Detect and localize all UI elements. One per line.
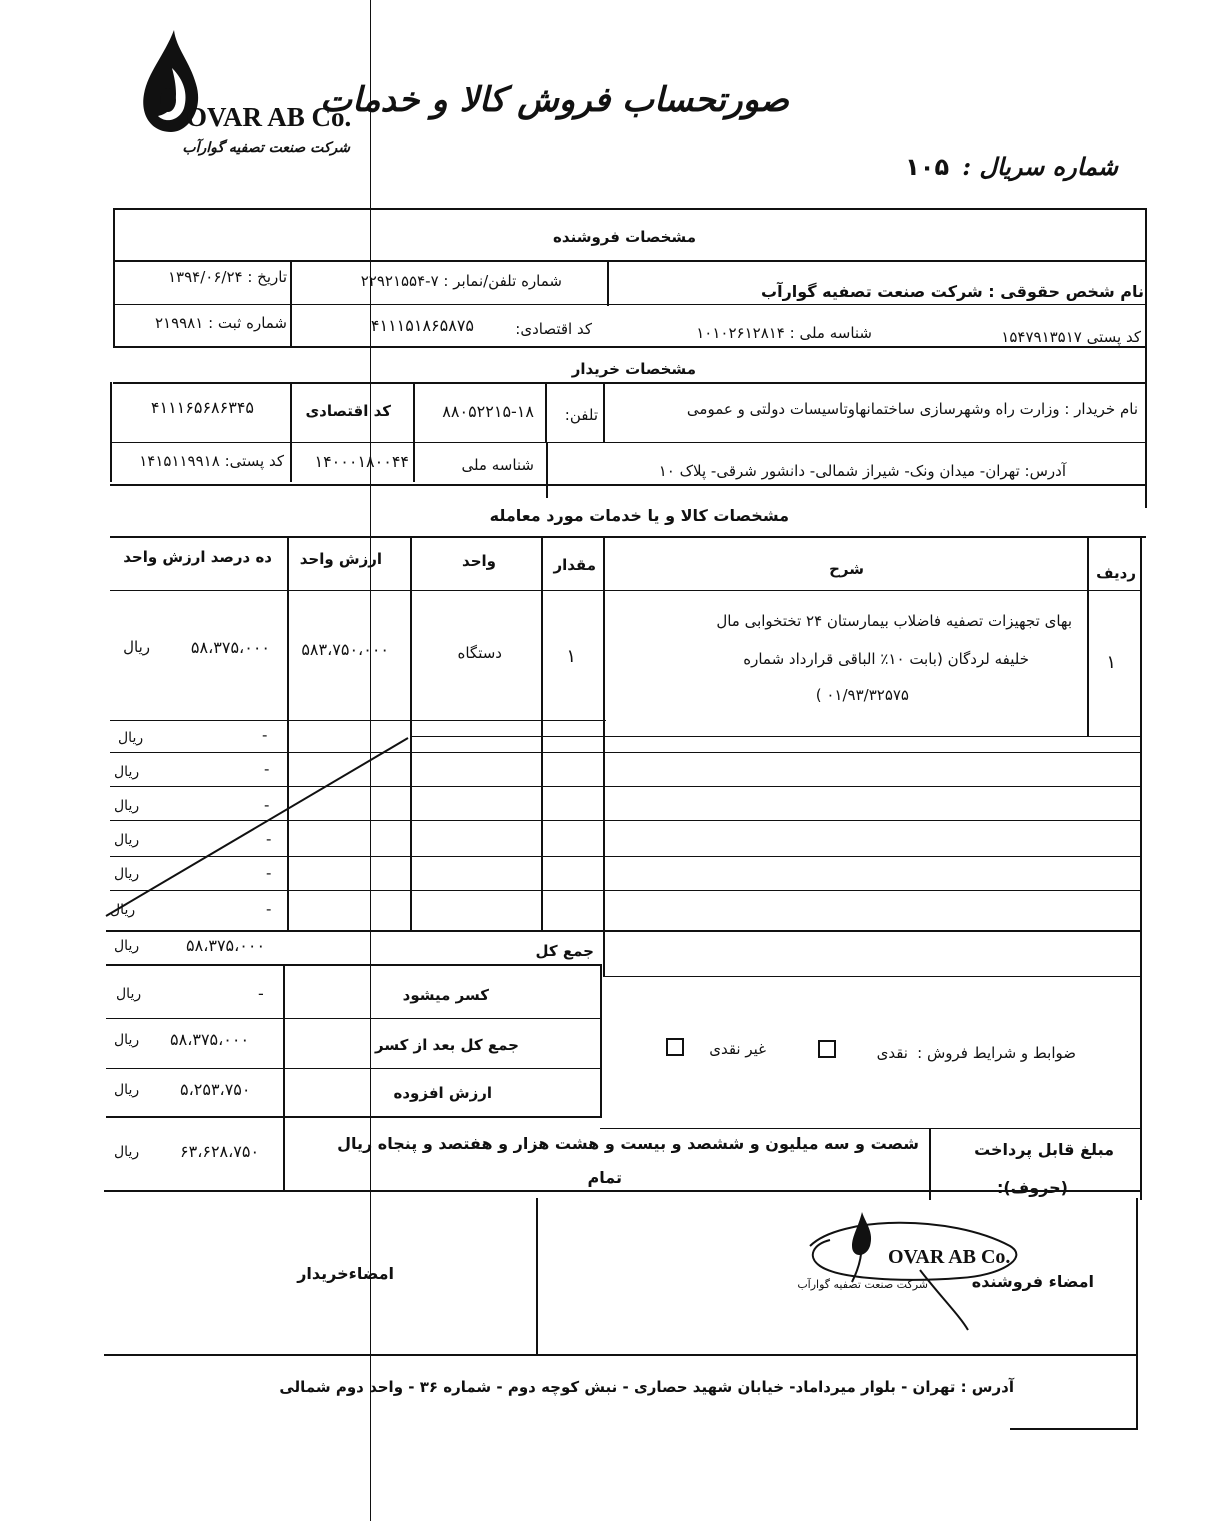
seller-economic-label: کد اقتصادی: bbox=[515, 320, 592, 338]
rule bbox=[545, 382, 547, 442]
deduct-currency: ریال bbox=[116, 986, 142, 1002]
seller-economic-value: ۴۱۱۱۵۱۸۶۵۸۷۵ bbox=[370, 316, 474, 335]
rule bbox=[104, 1354, 1136, 1356]
item-desc-line-3: ( ۰۱/۹۳/۳۲۵۷۵ bbox=[815, 686, 909, 704]
rule bbox=[600, 964, 602, 1118]
item-currency: ریال bbox=[123, 638, 150, 656]
rule bbox=[110, 590, 1140, 591]
rule bbox=[110, 536, 1146, 538]
item-ten-percent: ۵۸،۳۷۵،۰۰۰ bbox=[190, 638, 270, 657]
rule bbox=[106, 930, 1140, 932]
empty-row-dash: - bbox=[266, 830, 272, 848]
rule bbox=[600, 1128, 1140, 1129]
item-unit: دستگاه bbox=[457, 644, 502, 662]
buyer-address: آدرس: تهران- میدان ونک- شیراز شمالی- دانشور شرقی- پلاک ۱۰ bbox=[658, 462, 1066, 480]
buyer-signature-label: امضاءخریدار bbox=[297, 1264, 394, 1283]
after-deduct-value: ۵۸،۳۷۵،۰۰۰ bbox=[170, 1030, 250, 1049]
goods-section-title: مشخصات کالا و یا خدمات مورد معامله bbox=[489, 506, 789, 525]
serial-value: ۱۰۵ bbox=[905, 153, 950, 181]
buyer-economic-value: ۴۱۱۱۶۵۶۸۶۳۴۵ bbox=[150, 398, 254, 417]
total-value: ۵۸،۳۷۵،۰۰۰ bbox=[186, 936, 266, 955]
stamp-scribble bbox=[800, 1206, 1040, 1336]
rule bbox=[603, 382, 605, 442]
seller-name: نام شخص حقوقی : شرکت صنعت تصفیه گوارآب bbox=[761, 282, 1144, 301]
payable-label-words: (حروف): bbox=[996, 1178, 1068, 1197]
rule bbox=[110, 720, 606, 721]
empty-row-dash: - bbox=[266, 900, 272, 918]
rule bbox=[536, 1198, 538, 1354]
rule bbox=[110, 442, 1146, 443]
seller-stamp bbox=[797, 1206, 1040, 1336]
vat-value: ۵،۲۵۳،۷۵۰ bbox=[180, 1080, 251, 1099]
rule bbox=[113, 208, 115, 260]
item-unit-price: ۵۸۳،۷۵۰،۰۰۰ bbox=[301, 640, 389, 659]
rule bbox=[541, 536, 543, 932]
rule bbox=[603, 536, 605, 932]
empty-row-dash: - bbox=[266, 864, 272, 882]
rule bbox=[113, 208, 1146, 210]
logo-text: OVAR AB Co. bbox=[186, 102, 352, 132]
buyer-economic-label: کد اقتصادی bbox=[305, 402, 391, 420]
rule bbox=[603, 930, 605, 976]
item-row-number: ۱ bbox=[1106, 652, 1116, 673]
vat-currency: ریال bbox=[114, 1082, 140, 1098]
noncash-label: غیر نقدی bbox=[709, 1040, 766, 1058]
buyer-national-label: شناسه ملی bbox=[461, 456, 534, 474]
item-desc-line-2: خلیفه لردگان (بابت ۱۰٪ الباقی قرارداد شماره bbox=[743, 650, 1029, 668]
rule bbox=[106, 1116, 602, 1118]
item-desc-line-1: بهای تجهیزات تصفیه فاضلاب بیمارستان ۲۴ تختخوابی مال bbox=[716, 612, 1072, 630]
buyer-postal: کد پستی: ۱۴۱۵۱۱۹۹۱۸ bbox=[139, 452, 284, 470]
rule bbox=[283, 964, 285, 1190]
col-desc: شرح bbox=[829, 560, 864, 578]
terms-label: ضوابط و شرایط فروش : bbox=[917, 1044, 1076, 1062]
deduct-label: کسر میشود bbox=[402, 986, 489, 1004]
rule bbox=[113, 260, 115, 346]
total-currency: ریال bbox=[114, 938, 140, 954]
noncash-checkbox[interactable] bbox=[666, 1038, 684, 1056]
col-qty: مقدار bbox=[553, 556, 596, 574]
rule bbox=[1136, 1198, 1138, 1430]
rule bbox=[607, 260, 609, 306]
item-qty: ۱ bbox=[566, 646, 576, 667]
deduct-value: - bbox=[258, 984, 264, 1003]
col-row: ردیف bbox=[1096, 564, 1136, 582]
seller-section-title: مشخصات فروشنده bbox=[553, 228, 696, 246]
after-deduct-label: جمع کل بعد از کسر bbox=[375, 1036, 519, 1054]
rule bbox=[113, 304, 1146, 305]
empty-row-dash: - bbox=[264, 796, 270, 814]
stamp-text: OVAR AB Co. bbox=[888, 1246, 1011, 1268]
serial-number bbox=[905, 152, 1118, 181]
after-deduct-currency: ریال bbox=[114, 1032, 140, 1048]
seller-date: تاریخ : ۱۳۹۴/۰۶/۲۴ bbox=[168, 268, 287, 286]
rule bbox=[106, 964, 602, 966]
col-unit-price: ارزش واحد bbox=[299, 550, 382, 568]
rule bbox=[106, 1068, 600, 1069]
total-label: جمع کل bbox=[535, 942, 594, 960]
buyer-section-title: مشخصات خریدار bbox=[571, 360, 696, 378]
seller-reg-number: شماره ثبت : ۲۱۹۹۸۱ bbox=[154, 314, 287, 332]
rule bbox=[113, 260, 1146, 262]
rule bbox=[113, 346, 1146, 348]
rule bbox=[104, 1190, 1140, 1192]
strike-line bbox=[100, 730, 420, 930]
rule bbox=[110, 382, 112, 482]
buyer-phone-label: تلفن: bbox=[564, 406, 598, 424]
rule bbox=[110, 484, 1146, 486]
vat-label: ارزش افزوده bbox=[393, 1084, 492, 1102]
rule bbox=[113, 382, 1146, 384]
empty-row-currency: ریال bbox=[114, 866, 140, 882]
rule bbox=[1087, 536, 1089, 736]
rule bbox=[1140, 976, 1142, 1200]
logo-subtitle: شرکت صنعت تصفیه گوارآب bbox=[182, 140, 350, 156]
serial-label: شماره سریال : bbox=[962, 152, 1118, 181]
rule bbox=[410, 736, 1140, 737]
invoice-title: صورتحساب فروش کالا و خدمات bbox=[319, 80, 789, 120]
col-ten-percent: ده درصد ارزش واحد bbox=[123, 548, 272, 566]
empty-row-currency: ریال bbox=[110, 902, 136, 918]
payable-words-end: تمام bbox=[587, 1168, 622, 1187]
rule bbox=[413, 382, 415, 482]
seller-signature-label: امضاء فروشنده bbox=[971, 1272, 1094, 1291]
seller-national-id: شناسه ملی : ۱۰۱۰۲۶۱۲۸۱۴ bbox=[696, 324, 872, 342]
stamp-subtitle: شرکت صنعت تصفیه گوارآب bbox=[797, 1278, 928, 1291]
rule bbox=[1140, 536, 1142, 976]
cash-label: نقدی bbox=[876, 1044, 908, 1062]
payable-value: ۶۳،۶۲۸،۷۵۰ bbox=[180, 1142, 260, 1161]
buyer-national-value: ۱۴۰۰۰۱۸۰۰۴۴ bbox=[314, 452, 409, 471]
payable-words: شصت و سه میلیون و ششصد و بیست و هشت هزار و هفتصد و پنجاه ریال bbox=[337, 1134, 919, 1153]
empty-row-currency: ریال bbox=[114, 798, 140, 814]
rule bbox=[290, 260, 292, 346]
rule bbox=[1145, 208, 1147, 508]
col-unit: واحد bbox=[462, 552, 496, 570]
empty-row-dash: - bbox=[264, 760, 270, 778]
empty-row-dash: - bbox=[262, 726, 268, 744]
payable-label: مبلغ قابل پرداخت bbox=[974, 1140, 1114, 1159]
seller-phone: شماره تلفن/نمابر : ۷-۲۲۹۲۱۵۵۴ bbox=[360, 272, 562, 290]
rule bbox=[603, 976, 1140, 977]
rule bbox=[106, 1018, 600, 1019]
buyer-name: نام خریدار : وزارت راه وشهرسازی ساختمانهاوتاسیسات دولتی و عمومی bbox=[686, 400, 1138, 418]
rule bbox=[546, 442, 548, 498]
buyer-phone-value: ۸۸۰۵۲۲۱۵-۱۸ bbox=[442, 402, 534, 421]
empty-row-currency: ریال bbox=[114, 764, 140, 780]
strike-line-stroke bbox=[106, 738, 408, 916]
cash-checkbox[interactable] bbox=[818, 1040, 836, 1058]
empty-row-currency: ریال bbox=[114, 832, 140, 848]
rule bbox=[290, 382, 292, 482]
rule bbox=[1010, 1428, 1138, 1430]
empty-row-currency: ریال bbox=[118, 730, 144, 746]
seller-postal: کد پستی ۱۵۴۷۹۱۳۵۱۷ bbox=[1001, 328, 1141, 346]
payable-currency: ریال bbox=[114, 1144, 140, 1160]
footer-address: آدرس : تهران - بلوار میرداماد- خیابان شهید حصاری - نبش کوچه دوم - شماره ۳۶ - واحد دوم شمالی bbox=[279, 1378, 1014, 1396]
